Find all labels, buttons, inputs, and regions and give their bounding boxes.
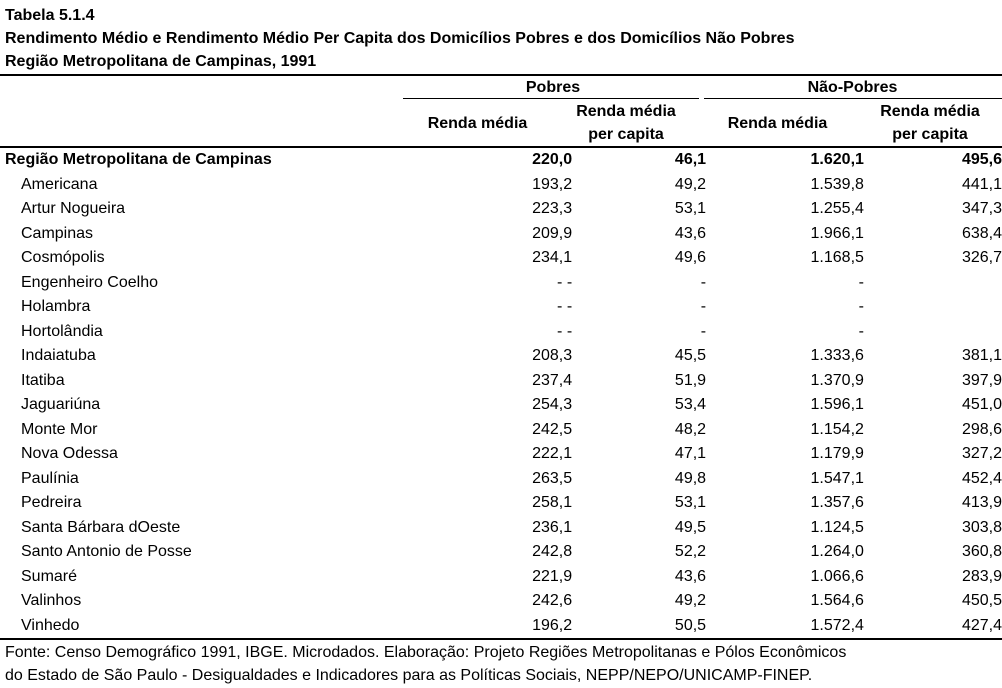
renda-media-nao-pobres-cell: - [858,322,864,340]
renda-media-nao-pobres-cell: 1.154,2 [810,420,864,438]
renda-media-pobres-cell: 242,5 [532,420,573,438]
per-capita-pobres-cell: 46,1 [674,151,707,169]
per-capita-pobres-cell: 53,4 [674,396,707,414]
table-row [0,369,1002,394]
source-line-2: do Estado de São Paulo - Desigualdades e Indicadores para as Políticas Sociais, NEPP/NEPO/UNICAMP-FINEP. [5,667,813,684]
per-capita-nao-pobres-cell: 298,6 [961,420,1002,438]
col-header-per-capita-pobres-1: Renda média [576,103,676,120]
renda-media-pobres-cell: 223,3 [532,200,573,218]
per-capita-nao-pobres-cell: 283,9 [961,567,1002,585]
data-table [0,148,1002,638]
renda-media-nao-pobres-cell: 1.370,9 [810,371,864,389]
renda-media-nao-pobres-cell: 1.620,1 [810,151,864,169]
per-capita-pobres-cell: 49,6 [674,249,707,267]
renda-media-pobres-cell: 254,3 [532,396,573,414]
renda-media-nao-pobres-cell: 1.547,1 [810,469,864,487]
col-header-renda-media-pobres: Renda média [427,115,528,132]
table-row [0,589,1002,614]
renda-media-nao-pobres-cell: 1.333,6 [810,347,864,365]
table-title: Rendimento Médio e Rendimento Médio Per Capita dos Domicílios Pobres e dos Domicílios Não Pobres [5,30,795,47]
table-row-total [0,148,1002,173]
col-header-renda-media-nao-pobres: Renda média [727,115,828,132]
municipality-name-cell: Engenheiro Coelho [21,273,158,291]
renda-media-nao-pobres-cell: 1.539,8 [810,175,864,193]
renda-media-pobres-cell: 222,1 [532,445,573,463]
table-row [0,418,1002,443]
per-capita-nao-pobres-cell: 441,1 [961,175,1002,193]
renda-media-pobres-cell: 242,6 [532,592,573,610]
municipality-name-cell: Valinhos [21,592,82,610]
table-subtitle: Região Metropolitana de Campinas, 1991 [5,53,317,70]
municipality-name-cell: Monte Mor [21,420,98,438]
per-capita-nao-pobres-cell: 413,9 [961,494,1002,512]
per-capita-pobres-cell: 43,6 [674,224,707,242]
title-block [5,4,794,73]
per-capita-nao-pobres-cell: 495,6 [961,151,1002,169]
per-capita-pobres-cell: 48,2 [674,420,707,438]
table-row [0,467,1002,492]
per-capita-pobres-cell: 49,8 [674,469,707,487]
per-capita-pobres-cell: 49,2 [674,175,707,193]
source-line-1: Fonte: Censo Demográfico 1991, IBGE. Microdados. Elaboração: Projeto Regiões Metropolitanas e Pólos Econômicos [5,644,847,661]
per-capita-nao-pobres-cell [864,295,1002,320]
renda-media-pobres-cell: 208,3 [532,347,573,365]
col-header-per-capita-pobres-2: per capita [588,126,664,143]
renda-media-nao-pobres-cell: 1.255,4 [810,200,864,218]
per-capita-pobres-cell: 43,6 [674,567,707,585]
renda-media-pobres-cell: 196,2 [532,616,573,634]
renda-media-pobres-cell: 209,9 [532,224,573,242]
per-capita-pobres-cell: 53,1 [674,200,707,218]
per-capita-nao-pobres-cell: 360,8 [961,543,1002,561]
municipality-name-cell: Itatiba [21,371,65,389]
per-capita-nao-pobres-cell: 381,1 [961,347,1002,365]
table-row [0,442,1002,467]
renda-media-nao-pobres-cell: 1.564,6 [810,592,864,610]
municipality-name-cell: Holambra [21,298,91,316]
table-row [0,540,1002,565]
col-header-per-capita-nao-pobres-1: Renda média [880,103,980,120]
per-capita-nao-pobres-cell: 451,0 [961,396,1002,414]
renda-media-nao-pobres-cell: 1.966,1 [810,224,864,242]
per-capita-nao-pobres-cell [864,320,1002,345]
renda-media-pobres-cell: 221,9 [532,567,573,585]
table-row [0,491,1002,516]
table-row [0,614,1002,639]
per-capita-nao-pobres-cell: 303,8 [961,518,1002,536]
table-row [0,320,1002,345]
municipality-name-cell: Nova Odessa [21,445,118,463]
municipality-name-cell: Jaguariúna [21,396,101,414]
group-header-pobres: Pobres [525,79,581,96]
table-row [0,516,1002,541]
renda-media-pobres-cell: 263,5 [532,469,573,487]
renda-media-nao-pobres-cell: 1.264,0 [810,543,864,561]
col-header-per-capita-nao-pobres-2: per capita [892,126,968,143]
per-capita-pobres-cell: 52,2 [674,543,707,561]
table-row [0,197,1002,222]
group-header-nao-pobres: Não-Pobres [807,79,898,96]
table-row [0,222,1002,247]
municipality-name-cell: Região Metropolitana de Campinas [5,151,272,169]
per-capita-nao-pobres-cell [864,271,1002,296]
table-row [0,271,1002,296]
bottom-rule [0,638,1002,640]
per-capita-nao-pobres-cell: 397,9 [961,371,1002,389]
renda-media-pobres-cell: 258,1 [532,494,573,512]
municipality-name-cell: Campinas [21,224,94,242]
renda-media-nao-pobres-cell: 1.596,1 [810,396,864,414]
renda-media-nao-pobres-cell: - [858,273,864,291]
per-capita-pobres-cell: - [700,298,707,316]
renda-media-nao-pobres-cell: 1.168,5 [810,249,864,267]
group-rule-pobres [403,98,699,99]
top-rule [0,74,1002,76]
renda-media-nao-pobres-cell: 1.179,9 [810,445,864,463]
renda-media-nao-pobres-cell: 1.124,5 [810,518,864,536]
per-capita-pobres-cell: 45,5 [674,347,707,365]
per-capita-pobres-cell: 51,9 [674,371,707,389]
per-capita-nao-pobres-cell: 347,3 [961,200,1002,218]
per-capita-nao-pobres-cell: 427,4 [961,616,1002,634]
renda-media-pobres-cell: 236,1 [532,518,573,536]
per-capita-pobres-cell: 47,1 [674,445,707,463]
per-capita-nao-pobres-cell: 326,7 [961,249,1002,267]
renda-media-pobres-cell: - - [557,298,573,316]
renda-media-nao-pobres-cell: 1.572,4 [810,616,864,634]
per-capita-pobres-cell: - [700,322,707,340]
renda-media-nao-pobres-cell: - [858,298,864,316]
municipality-name-cell: Santa Bárbara dOeste [21,518,181,536]
group-rule-nao-pobres [704,98,1002,99]
table-row [0,295,1002,320]
table-row [0,393,1002,418]
per-capita-nao-pobres-cell: 450,5 [961,592,1002,610]
source-note [5,641,846,687]
municipality-name-cell: Indaiatuba [21,347,96,365]
municipality-name-cell: Hortolândia [21,322,103,340]
renda-media-nao-pobres-cell: 1.357,6 [810,494,864,512]
renda-media-nao-pobres-cell: 1.066,6 [810,567,864,585]
per-capita-pobres-cell: 49,5 [674,518,707,536]
table-label: Tabela 5.1.4 [5,7,95,24]
per-capita-pobres-cell: 53,1 [674,494,707,512]
municipality-name-cell: Sumaré [21,567,78,585]
table-row [0,565,1002,590]
per-capita-pobres-cell: 50,5 [674,616,707,634]
municipality-name-cell: Artur Nogueira [21,200,126,218]
municipality-name-cell: Pedreira [21,494,82,512]
per-capita-pobres-cell: - [700,273,707,291]
per-capita-nao-pobres-cell: 638,4 [961,224,1002,242]
renda-media-pobres-cell: - - [557,322,573,340]
municipality-name-cell: Cosmópolis [21,249,105,267]
per-capita-nao-pobres-cell: 327,2 [961,445,1002,463]
renda-media-pobres-cell: 234,1 [532,249,573,267]
renda-media-pobres-cell: 237,4 [532,371,573,389]
municipality-name-cell: Americana [21,175,98,193]
table-row [0,173,1002,198]
municipality-name-cell: Vinhedo [21,616,80,634]
table-row [0,344,1002,369]
renda-media-pobres-cell: 193,2 [532,175,573,193]
per-capita-pobres-cell: 49,2 [674,592,707,610]
renda-media-pobres-cell: 242,8 [532,543,573,561]
renda-media-pobres-cell: 220,0 [532,151,573,169]
municipality-name-cell: Santo Antonio de Posse [21,543,192,561]
municipality-name-cell: Paulínia [21,469,79,487]
renda-media-pobres-cell: - - [557,273,573,291]
per-capita-nao-pobres-cell: 452,4 [961,469,1002,487]
table-row [0,246,1002,271]
